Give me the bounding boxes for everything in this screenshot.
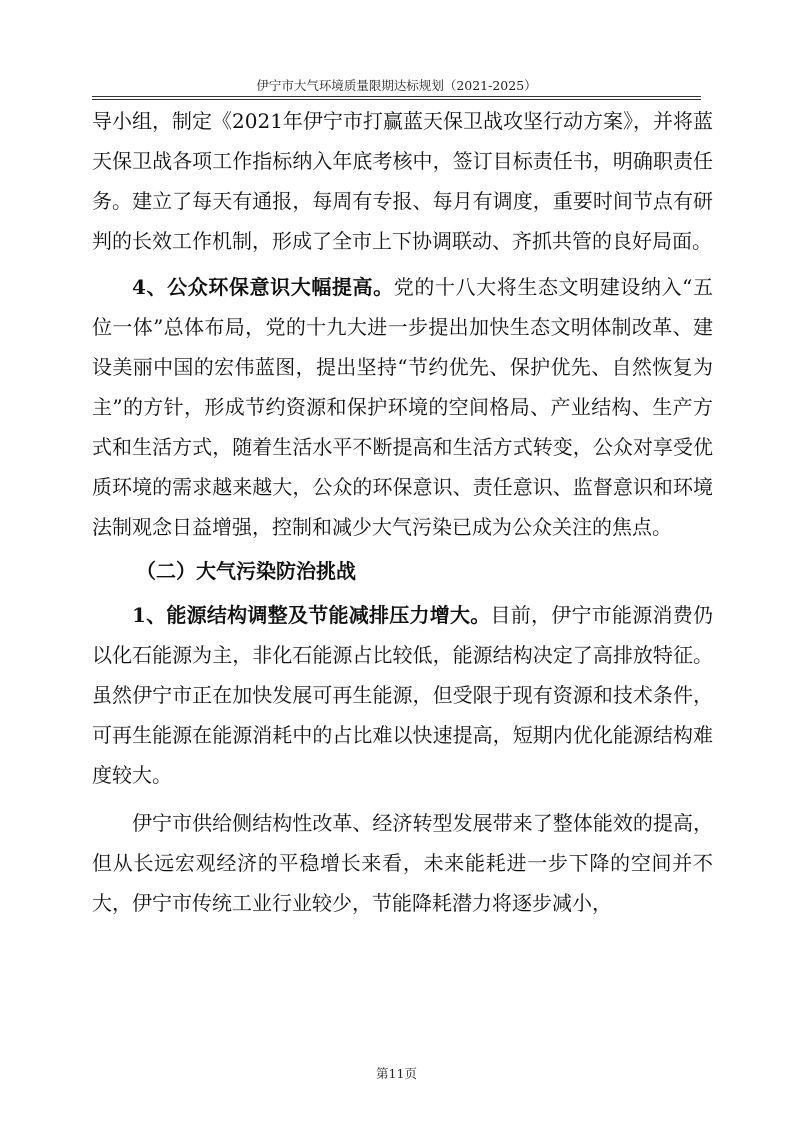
paragraph-text: 党的十八大将生态文明建设纳入“五位一体”总体布局，党的十九大进一步提出加快生态文明体制改革、建设美丽中国的宏伟蓝图，提出坚持“节约优先、保护优先、自然恢复为主”的方针，形成节约资源和保护环境的空间格局、产业结构、生产方式和生活方式，随着生活水平不断提高和生活方式转变，公众对享受优质环境的需求越来越大，公众的环保意识、责任意识、监督意识和环境法制观念日益增强，控制和减少大气污染已成为公众关注的焦点。 [92,275,713,539]
paragraph [92,267,713,547]
paragraph [92,101,713,261]
page-number: 第11页 [376,1066,417,1081]
section-heading: （二）大气污染防治挑战 [136,559,356,583]
paragraph [92,803,713,923]
paragraph-text: 伊宁市供给侧结构性改革、经济转型发展带来了整体能效的提高，但从长远宏观经济的平稳增长来看，未来能耗进一步下降的空间并不大，伊宁市传统工业行业较少，节能降耗潜力将逐步减小， [92,811,713,915]
paragraph-text: 导小组，制定《2021年伊宁市打赢蓝天保卫战攻坚行动方案》，并将蓝天保卫战各项工作指标纳入年底考核中，签订目标责任书，明确职责任务。建立了每天有通报，每周有专报、每月有调度，重要时间节点有研判的长效工作机制，形成了全市上下协调联动、齐抓共管的良好局面。 [92,109,713,253]
document-body [92,101,713,923]
paragraph-text: 目前，伊宁市能源消费仍以化石能源为主，非化石能源占比较低，能源结构决定了高排放特征。虽然伊宁市正在加快发展可再生能源，但受限于现有资源和技术条件，可再生能源在能源消耗中的占比难以快速提高，短期内优化能源结构难度较大。 [92,603,713,787]
paragraph-lead: 4、公众环保意识大幅提高。 [132,275,394,299]
paragraph [92,595,713,795]
paragraph-lead: 1、能源结构调整及节能减排压力增大。 [132,603,491,627]
page-header: 伊宁市大气环境质量限期达标规划（2021-2025） [92,76,701,97]
